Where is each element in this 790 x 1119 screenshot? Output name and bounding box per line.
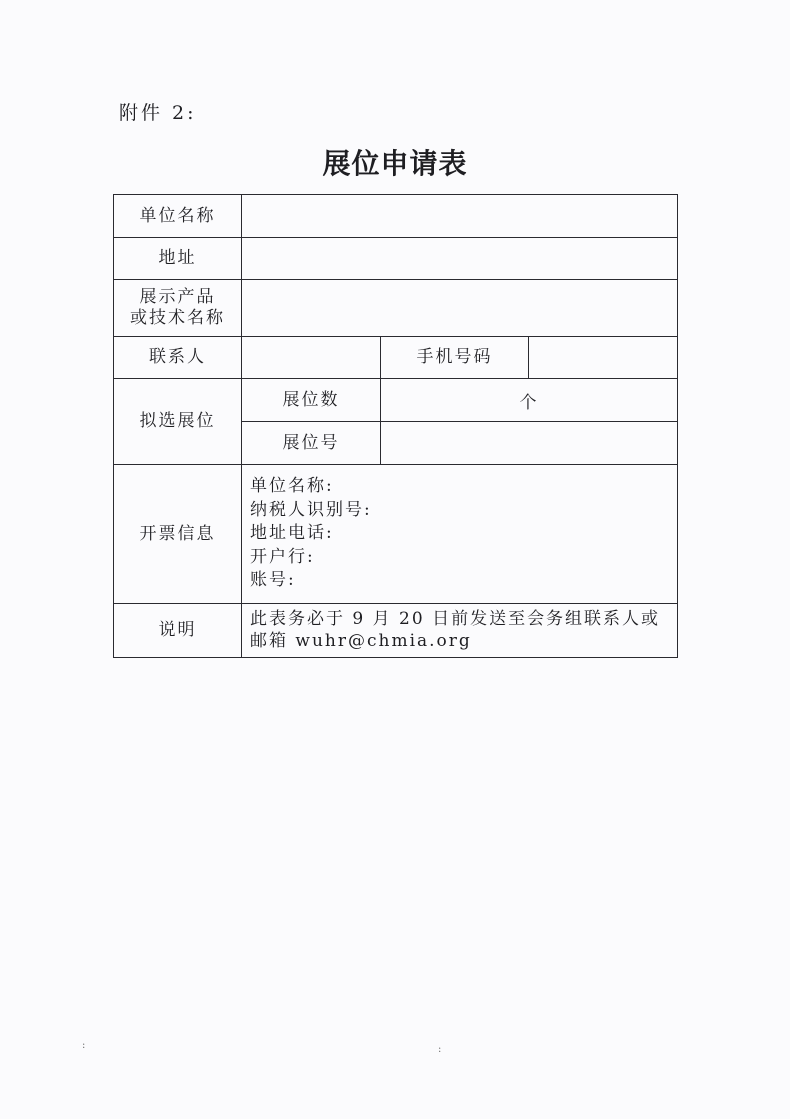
note-label: 说明 [114, 604, 242, 658]
invoice-field-bank: 开户行: [250, 546, 315, 567]
company-name-label: 单位名称 [114, 195, 242, 238]
booth-application-table [113, 194, 678, 658]
invoice-label: 开票信息 [114, 465, 242, 604]
booth-count-unit: 个 [519, 392, 539, 413]
contact-label: 联系人 [114, 337, 242, 379]
mobile-label: 手机号码 [381, 337, 529, 379]
row-company-name [114, 195, 678, 238]
company-name-field[interactable] [242, 195, 678, 238]
invoice-field-address-phone: 地址电话: [250, 523, 334, 544]
invoice-details[interactable] [242, 465, 678, 604]
contact-field[interactable] [242, 337, 381, 379]
booth-number-label: 展位号 [242, 422, 381, 465]
booth-number-field[interactable] [381, 422, 678, 465]
footer-mark-center: : [438, 1044, 442, 1055]
page-title: 展位申请表 [322, 147, 468, 180]
row-invoice [114, 465, 678, 604]
note-text: 此表务必于 9 月 20 日前发送至会务组联系人或邮箱 wuhr@chmia.org [242, 604, 678, 658]
products-label-line2: 或技术名称 [130, 308, 225, 328]
attachment-label: 附件 2: [119, 102, 197, 124]
invoice-field-tax-id: 纳税人识别号: [250, 499, 372, 520]
booth-choice-label: 拟选展位 [114, 379, 242, 465]
row-note [114, 604, 678, 658]
invoice-field-company: 单位名称: [250, 476, 334, 497]
row-products [114, 280, 678, 337]
row-address [114, 238, 678, 280]
products-field[interactable] [242, 280, 678, 337]
products-label-line1: 展示产品 [139, 287, 216, 307]
booth-count-field[interactable] [381, 379, 678, 422]
address-label: 地址 [114, 238, 242, 280]
address-field[interactable] [242, 238, 678, 280]
booth-count-label: 展位数 [242, 379, 381, 422]
products-label [114, 280, 242, 337]
row-booth-count [114, 379, 678, 422]
row-contact [114, 337, 678, 379]
footer-mark-left: : [82, 1040, 86, 1051]
mobile-field[interactable] [529, 337, 678, 379]
invoice-field-account: 账号: [250, 570, 296, 591]
